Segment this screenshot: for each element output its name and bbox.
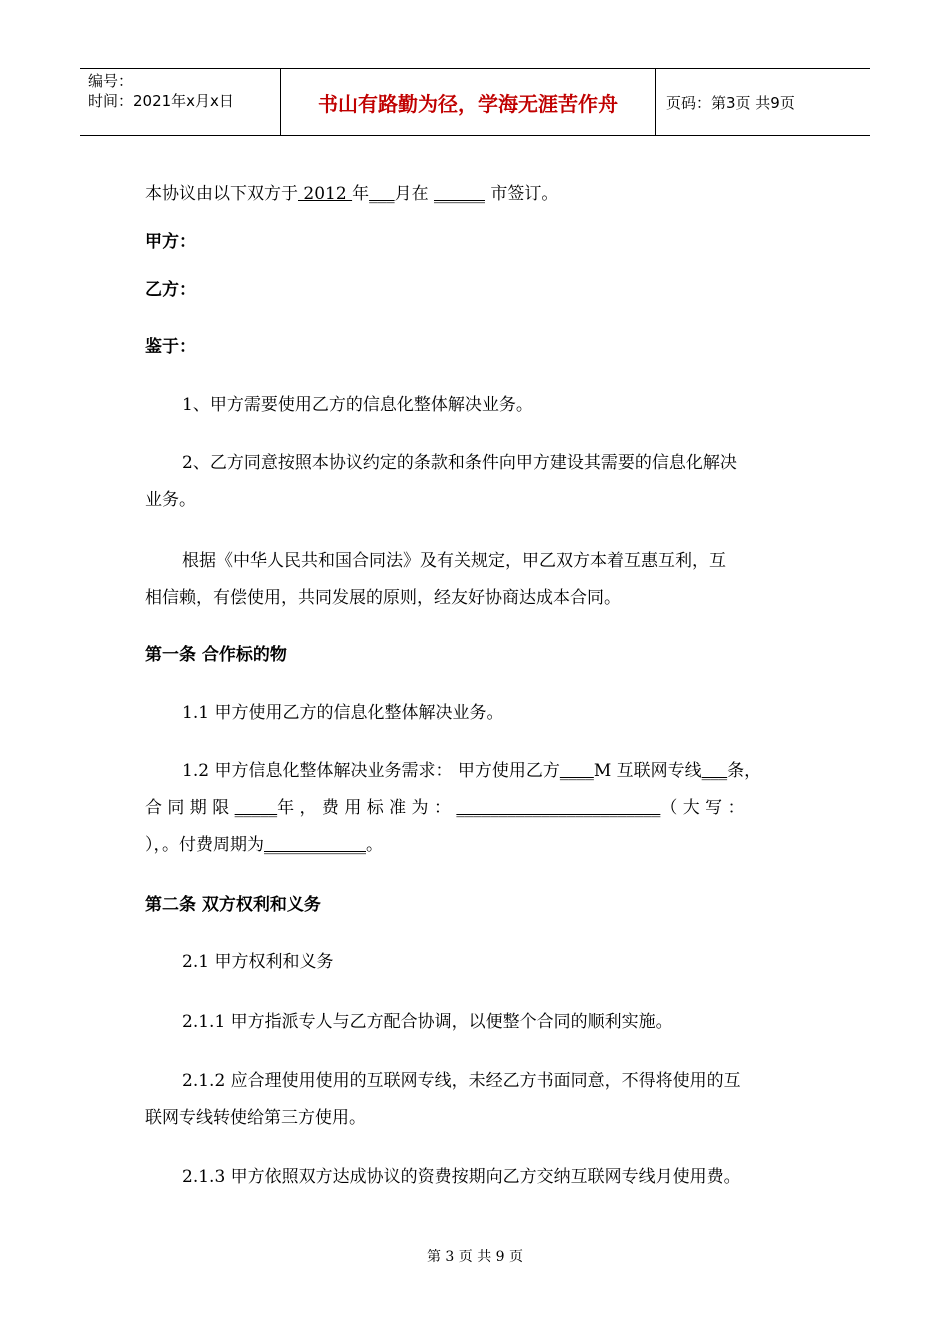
- header-motto: 书山有路勤为径，学海无涯苦作舟: [281, 69, 656, 135]
- article-1-1: 1.1 甲方使用乙方的信息化整体解决业务。: [182, 703, 504, 723]
- line-count-blank: ___: [701, 761, 728, 781]
- article-2-1-2-line-2: 联网专线转使给第三方使用。: [145, 1108, 366, 1128]
- contract-term-blank: _____: [234, 798, 278, 818]
- party-a-label: 甲方：: [145, 232, 196, 252]
- article-1-title: 第一条 合作标的物: [145, 645, 287, 665]
- whereas-item-1: 1、甲方需要使用乙方的信息化整体解决业务。: [182, 395, 533, 415]
- whereas-heading: 鉴于：: [145, 337, 196, 357]
- intro-month-blank: ___: [369, 184, 395, 204]
- header-number-label: 编号：: [88, 72, 134, 90]
- header-time-label: 时间：2021年x月x日: [88, 92, 234, 110]
- basis-line-1: 根据《中华人民共和国合同法》及有关规定，甲乙双方本着互惠互利，互: [182, 551, 726, 571]
- basis-line-2: 相信赖，有偿使用，共同发展的原则，经友好协商达成本合同。: [145, 588, 621, 608]
- article-2-1-2-line-1: 2.1.2 应合理使用使用的互联网专线，未经乙方书面同意，不得将使用的互: [182, 1071, 741, 1091]
- article-2-1: 2.1 甲方权利和义务: [182, 952, 334, 972]
- article-2-1-3: 2.1.3 甲方依照双方达成协议的资费按期向乙方交纳互联网专线月使用费。: [182, 1167, 741, 1187]
- line-bandwidth-blank: ____: [559, 761, 594, 781]
- header-meta-cell: [80, 69, 281, 135]
- article-1-2-line-1: 1.2 甲方信息化整体解决业务需求： 甲方使用乙方____M 互联网专线___条，: [182, 761, 762, 781]
- fee-standard-blank: ________________________: [456, 798, 661, 818]
- party-b-label: 乙方：: [145, 280, 196, 300]
- page-footer: 第 3 页 共 9 页: [426, 1249, 524, 1265]
- article-1-2-line-2: 合 同 期 限 _____年 ， 费 用 标 准 为 ： ________________________（ 大 写 ：: [145, 798, 745, 818]
- article-2-title: 第二条 双方权利和义务: [145, 895, 321, 915]
- article-2-1-1: 2.1.1 甲方指派专人与乙方配合协调，以便整个合同的顺利实施。: [182, 1012, 673, 1032]
- whereas-item-2-line-2: 业务。: [145, 490, 196, 510]
- intro-paragraph: 本协议由以下双方于 2012 年___月在 ______ 市签订。: [145, 184, 559, 204]
- document-header: [80, 68, 870, 136]
- header-page-info: 页码：第3页 共9页: [666, 93, 795, 112]
- intro-year: 2012: [298, 184, 353, 204]
- payment-cycle-blank: ____________: [264, 835, 366, 855]
- article-1-2-line-3: ），。付费周期为____________。: [145, 835, 383, 855]
- intro-city-blank: ______: [433, 184, 485, 204]
- whereas-item-2-line-1: 2、乙方同意按照本协议约定的条款和条件向甲方建设其需要的信息化解决: [182, 453, 737, 473]
